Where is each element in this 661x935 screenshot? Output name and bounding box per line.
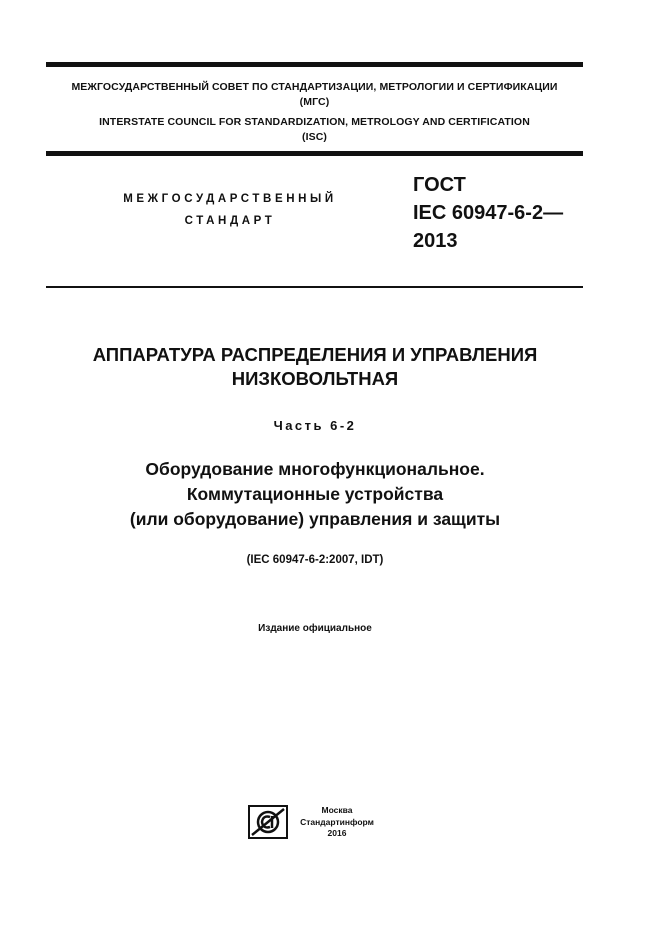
council-header xyxy=(46,80,583,145)
council-en-abbr: (ISC) xyxy=(302,131,327,143)
standard-designation xyxy=(413,171,593,255)
publisher-city: Москва xyxy=(321,805,353,815)
standartinform-logo-icon xyxy=(248,805,288,839)
header-divider-rule xyxy=(46,151,583,156)
title-line1: АППАРАТУРА РАСПРЕДЕЛЕНИЯ И УПРАВЛЕНИЯ xyxy=(92,344,538,365)
part-number: Часть 6-2 xyxy=(273,418,357,433)
council-en-name: INTERSTATE COUNCIL FOR STANDARDIZATION, METROLOGY AND CERTIFICATION xyxy=(99,116,530,128)
standard-type-line2: СТАНДАРТ xyxy=(184,215,276,227)
publisher-name: Стандартинформ xyxy=(300,816,374,827)
standard-type-line1: МЕЖГОСУДАРСТВЕННЫЙ xyxy=(123,193,337,205)
designation-year: 2013 xyxy=(413,230,458,252)
designation-number: IEC 60947-6-2— xyxy=(413,202,564,224)
designation-divider-rule xyxy=(46,286,583,288)
document-subtitle xyxy=(30,457,600,532)
top-rule xyxy=(46,62,583,67)
publisher-year: 2016 xyxy=(327,828,347,838)
council-ru-abbr: (МГС) xyxy=(299,96,330,108)
designation-prefix: ГОСТ xyxy=(413,174,466,196)
subtitle-line3: (или оборудование) управления и защиты xyxy=(129,509,501,529)
title-line2: НИЗКОВОЛЬТНАЯ xyxy=(231,368,399,389)
edition-note: Издание официальное xyxy=(258,623,372,634)
council-ru-name: МЕЖГОСУДАРСТВЕННЫЙ СОВЕТ ПО СТАНДАРТИЗАЦИИ, МЕТРОЛОГИИ И СЕРТИФИКАЦИИ xyxy=(71,81,558,93)
subtitle-line1: Оборудование многофункциональное. xyxy=(145,459,485,479)
document-title xyxy=(30,343,600,391)
iec-equivalence: (IEC 60947-6-2:2007, IDT) xyxy=(246,554,384,566)
standard-type xyxy=(90,188,370,232)
subtitle-line2: Коммутационные устройства xyxy=(186,484,444,504)
publisher-info xyxy=(292,805,382,840)
